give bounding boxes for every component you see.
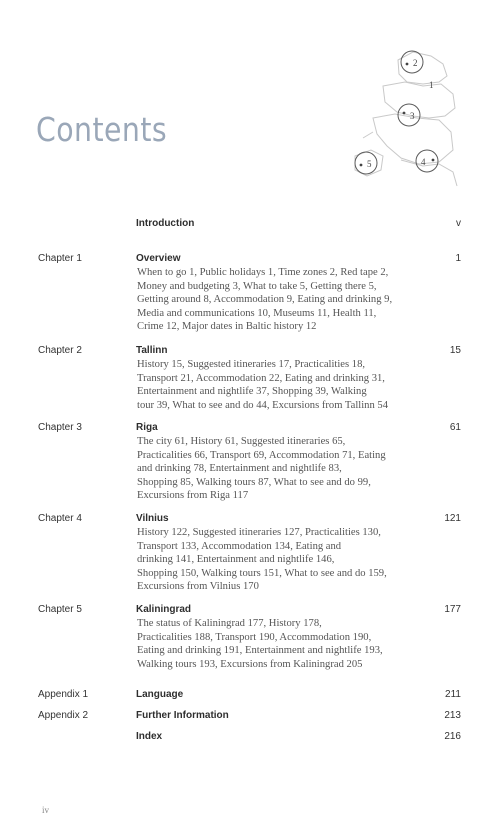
- description-line: History 122, Suggested itineraries 127, Practicalities 130,: [137, 527, 381, 538]
- description-line: tour 39, What to see and do 44, Excursions from Tallinn 54: [137, 399, 389, 411]
- map-region-2-circle: [401, 51, 423, 73]
- description-line: Practicalities 188, Transport 190, Accommodation 190,: [137, 631, 372, 643]
- entry-description: [137, 266, 442, 334]
- entry-page-number: 216: [444, 731, 461, 742]
- entry-label: Appendix 2: [38, 710, 89, 721]
- entry-heading: Kaliningrad: [136, 604, 192, 615]
- entry-label: Chapter 5: [38, 604, 82, 615]
- description-line: Media and communications 10, Museums 11, Health 11,: [137, 307, 377, 319]
- entry-page-number: v: [456, 218, 461, 229]
- description-line: Entertainment and nightlife 37, Shopping 39, Walking: [137, 386, 367, 398]
- entry-heading: Index: [136, 731, 163, 742]
- description-line: The city 61, History 61, Suggested itineraries 65,: [137, 436, 346, 447]
- entry-heading: Riga: [136, 422, 158, 433]
- entry-heading: Language: [136, 689, 184, 700]
- entry-label: Chapter 1: [38, 253, 82, 264]
- entry-page-number: 177: [444, 604, 461, 615]
- entry-heading: Further Information: [136, 710, 229, 721]
- baltic-region-map: [343, 42, 471, 192]
- map-label-2: 2: [413, 58, 418, 68]
- entry-label: Chapter 2: [38, 345, 82, 356]
- description-line: The status of Kaliningrad 177, History 178,: [137, 618, 322, 629]
- description-line: History 15, Suggested itineraries 17, Practicalities 18,: [137, 359, 366, 370]
- description-line: When to go 1, Public holidays 1, Time zones 2, Red tape 2,: [137, 267, 389, 278]
- description-line: Getting around 8, Accommodation 9, Eating and drinking 9,: [137, 294, 393, 306]
- description-line: Crime 12, Major dates in Baltic history 12: [137, 321, 317, 333]
- entry-page-number: 1: [455, 253, 461, 264]
- map-region-4-circle: [416, 150, 438, 172]
- description-line: Eating and drinking 191, Entertainment and nightlife 193,: [137, 645, 383, 657]
- description-line: Money and budgeting 3, What to take 5, Getting there 5,: [137, 280, 377, 292]
- entry-page-number: 121: [444, 513, 461, 524]
- description-line: Shopping 150, Walking tours 151, What to see and do 159,: [137, 567, 387, 579]
- entry-label: Chapter 4: [38, 513, 82, 524]
- entry-page-number: 61: [449, 422, 461, 433]
- description-line: Practicalities 66, Transport 69, Accommodation 71, Eating: [137, 449, 386, 461]
- entry-heading: Tallinn: [136, 345, 168, 356]
- map-label-5: 5: [367, 159, 372, 169]
- entry-page-number: 213: [444, 710, 461, 721]
- entry-page-number: 15: [449, 345, 461, 356]
- entry-description: [137, 526, 442, 594]
- entry-heading: Introduction: [136, 218, 195, 229]
- map-label-1: 1: [429, 80, 434, 90]
- entry-label: Chapter 3: [38, 422, 82, 433]
- description-line: Transport 21, Accommodation 22, Eating and drinking 31,: [137, 372, 385, 384]
- page-folio: iv: [42, 805, 50, 815]
- description-line: Excursions from Vilnius 170: [137, 581, 259, 593]
- description-line: Transport 133, Accommodation 134, Eating and: [137, 540, 342, 552]
- map-label-3: 3: [410, 111, 415, 121]
- entry-heading: Vilnius: [136, 513, 169, 524]
- entry-description: [137, 435, 442, 503]
- entry-label: Appendix 1: [38, 689, 89, 700]
- description-line: Shopping 85, Walking tours 87, What to see and do 99,: [137, 476, 371, 488]
- entry-description: [137, 358, 442, 412]
- description-line: and drinking 78, Entertainment and nightlife 83,: [137, 463, 342, 475]
- description-line: Walking tours 193, Excursions from Kaliningrad 205: [137, 658, 363, 670]
- description-line: drinking 141, Entertainment and nightlife 146,: [137, 554, 335, 566]
- entry-page-number: 211: [445, 689, 461, 700]
- map-region-5-circle: [355, 152, 377, 174]
- map-label-4: 4: [421, 157, 426, 167]
- entry-description: [137, 617, 442, 671]
- page-title: Contents: [36, 110, 168, 149]
- entry-heading: Overview: [136, 253, 181, 264]
- description-line: Excursions from Riga 117: [137, 490, 249, 502]
